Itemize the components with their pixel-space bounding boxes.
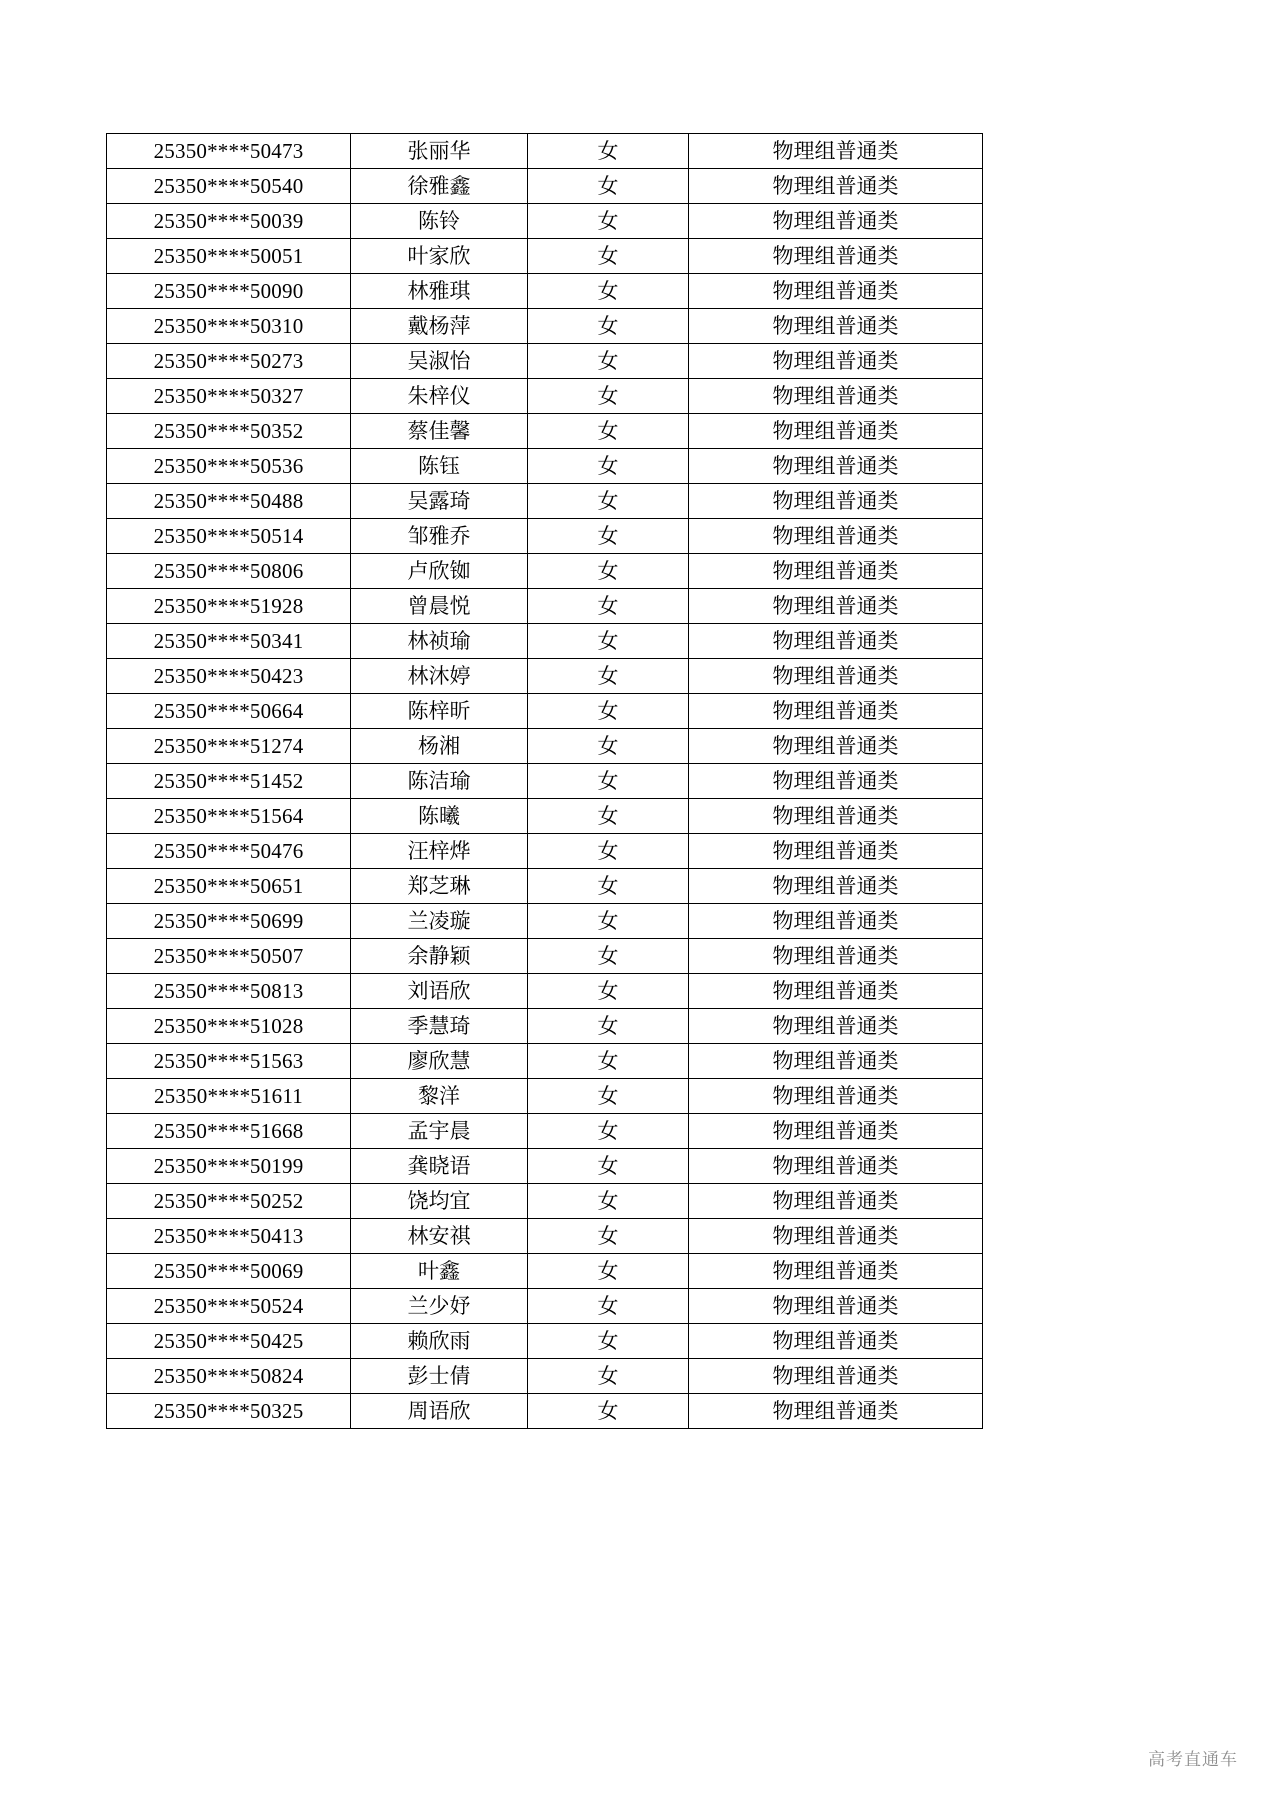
candidate-category-cell: 物理组普通类: [689, 939, 983, 974]
candidate-name-cell: 彭士倩: [351, 1359, 528, 1394]
candidate-category-cell: 物理组普通类: [689, 1219, 983, 1254]
candidate-gender-cell: 女: [528, 974, 689, 1009]
candidate-id-cell: 25350****50473: [107, 134, 351, 169]
candidate-category-cell: 物理组普通类: [689, 1184, 983, 1219]
candidate-gender-cell: 女: [528, 1114, 689, 1149]
candidate-gender-cell: 女: [528, 1394, 689, 1429]
candidate-id-cell: 25350****50524: [107, 1289, 351, 1324]
candidate-name-cell: 陈钰: [351, 449, 528, 484]
table-row: [107, 169, 983, 204]
candidate-category-cell: 物理组普通类: [689, 869, 983, 904]
candidate-name-cell: 赖欣雨: [351, 1324, 528, 1359]
candidate-category-cell: 物理组普通类: [689, 344, 983, 379]
candidate-name-cell: 兰少妤: [351, 1289, 528, 1324]
candidate-category-cell: 物理组普通类: [689, 1114, 983, 1149]
candidate-category-cell: 物理组普通类: [689, 1359, 983, 1394]
table-row: [107, 1359, 983, 1394]
candidate-name-cell: 余静颖: [351, 939, 528, 974]
candidate-category-cell: 物理组普通类: [689, 1009, 983, 1044]
candidate-category-cell: 物理组普通类: [689, 414, 983, 449]
candidate-name-cell: 郑芝琳: [351, 869, 528, 904]
candidate-id-cell: 25350****51274: [107, 729, 351, 764]
candidate-gender-cell: 女: [528, 1254, 689, 1289]
candidate-gender-cell: 女: [528, 344, 689, 379]
candidate-name-cell: 叶家欣: [351, 239, 528, 274]
candidate-name-cell: 陈铃: [351, 204, 528, 239]
candidate-name-cell: 陈梓昕: [351, 694, 528, 729]
candidate-id-cell: 25350****50664: [107, 694, 351, 729]
table-row: [107, 274, 983, 309]
candidate-category-cell: 物理组普通类: [689, 1149, 983, 1184]
candidate-roster-table: [106, 133, 983, 1429]
table-row: [107, 1324, 983, 1359]
candidate-name-cell: 林祯瑜: [351, 624, 528, 659]
table-row: [107, 134, 983, 169]
candidate-gender-cell: 女: [528, 1219, 689, 1254]
candidate-id-cell: 25350****50651: [107, 869, 351, 904]
candidate-category-cell: 物理组普通类: [689, 1394, 983, 1429]
candidate-name-cell: 汪梓烨: [351, 834, 528, 869]
table-row: [107, 764, 983, 799]
candidate-id-cell: 25350****50488: [107, 484, 351, 519]
candidate-gender-cell: 女: [528, 589, 689, 624]
candidate-category-cell: 物理组普通类: [689, 1044, 983, 1079]
candidate-category-cell: 物理组普通类: [689, 169, 983, 204]
candidate-name-cell: 吴淑怡: [351, 344, 528, 379]
candidate-name-cell: 陈洁瑜: [351, 764, 528, 799]
candidate-id-cell: 25350****50699: [107, 904, 351, 939]
table-row: [107, 834, 983, 869]
candidate-id-cell: 25350****50199: [107, 1149, 351, 1184]
table-row: [107, 309, 983, 344]
candidate-category-cell: 物理组普通类: [689, 1324, 983, 1359]
candidate-name-cell: 刘语欣: [351, 974, 528, 1009]
table-row: [107, 1394, 983, 1429]
watermark-label: 高考直通车: [1148, 1750, 1238, 1769]
candidate-name-cell: 卢欣铷: [351, 554, 528, 589]
candidate-name-cell: 孟宇晨: [351, 1114, 528, 1149]
candidate-id-cell: 25350****50413: [107, 1219, 351, 1254]
candidate-gender-cell: 女: [528, 1359, 689, 1394]
candidate-id-cell: 25350****51028: [107, 1009, 351, 1044]
candidate-category-cell: 物理组普通类: [689, 904, 983, 939]
candidate-category-cell: 物理组普通类: [689, 974, 983, 1009]
table-row: [107, 624, 983, 659]
candidate-gender-cell: 女: [528, 799, 689, 834]
candidate-gender-cell: 女: [528, 1009, 689, 1044]
candidate-name-cell: 林安祺: [351, 1219, 528, 1254]
candidate-id-cell: 25350****50327: [107, 379, 351, 414]
candidate-gender-cell: 女: [528, 134, 689, 169]
candidate-name-cell: 陈曦: [351, 799, 528, 834]
candidate-category-cell: 物理组普通类: [689, 484, 983, 519]
candidate-id-cell: 25350****50310: [107, 309, 351, 344]
candidate-category-cell: 物理组普通类: [689, 449, 983, 484]
table-row: [107, 1114, 983, 1149]
candidate-category-cell: 物理组普通类: [689, 274, 983, 309]
candidate-id-cell: 25350****51452: [107, 764, 351, 799]
candidate-category-cell: 物理组普通类: [689, 1254, 983, 1289]
candidate-name-cell: 吴露琦: [351, 484, 528, 519]
table-row: [107, 1254, 983, 1289]
table-row: [107, 939, 983, 974]
candidate-category-cell: 物理组普通类: [689, 379, 983, 414]
table-row: [107, 449, 983, 484]
candidate-id-cell: 25350****50507: [107, 939, 351, 974]
candidate-name-cell: 林沐婷: [351, 659, 528, 694]
candidate-id-cell: 25350****50824: [107, 1359, 351, 1394]
candidate-id-cell: 25350****50514: [107, 519, 351, 554]
table-row: [107, 589, 983, 624]
candidate-category-cell: 物理组普通类: [689, 309, 983, 344]
candidate-name-cell: 黎洋: [351, 1079, 528, 1114]
candidate-roster-body: [107, 134, 983, 1429]
table-row: [107, 379, 983, 414]
candidate-category-cell: 物理组普通类: [689, 554, 983, 589]
candidate-name-cell: 饶均宜: [351, 1184, 528, 1219]
candidate-gender-cell: 女: [528, 694, 689, 729]
table-row: [107, 204, 983, 239]
table-row: [107, 414, 983, 449]
candidate-gender-cell: 女: [528, 1289, 689, 1324]
candidate-name-cell: 廖欣慧: [351, 1044, 528, 1079]
candidate-category-cell: 物理组普通类: [689, 624, 983, 659]
candidate-gender-cell: 女: [528, 449, 689, 484]
candidate-name-cell: 杨湘: [351, 729, 528, 764]
candidate-id-cell: 25350****50806: [107, 554, 351, 589]
candidate-category-cell: 物理组普通类: [689, 834, 983, 869]
candidate-id-cell: 25350****51928: [107, 589, 351, 624]
candidate-id-cell: 25350****50476: [107, 834, 351, 869]
candidate-gender-cell: 女: [528, 869, 689, 904]
candidate-id-cell: 25350****51611: [107, 1079, 351, 1114]
candidate-id-cell: 25350****50039: [107, 204, 351, 239]
candidate-id-cell: 25350****51564: [107, 799, 351, 834]
candidate-id-cell: 25350****50325: [107, 1394, 351, 1429]
candidate-category-cell: 物理组普通类: [689, 729, 983, 764]
candidate-gender-cell: 女: [528, 379, 689, 414]
table-row: [107, 344, 983, 379]
table-row: [107, 729, 983, 764]
table-row: [107, 1009, 983, 1044]
candidate-id-cell: 25350****50069: [107, 1254, 351, 1289]
candidate-gender-cell: 女: [528, 1079, 689, 1114]
table-row: [107, 904, 983, 939]
candidate-id-cell: 25350****50051: [107, 239, 351, 274]
table-row: [107, 1044, 983, 1079]
table-row: [107, 694, 983, 729]
candidate-gender-cell: 女: [528, 764, 689, 799]
candidate-id-cell: 25350****51563: [107, 1044, 351, 1079]
candidate-category-cell: 物理组普通类: [689, 799, 983, 834]
table-row: [107, 1149, 983, 1184]
candidate-gender-cell: 女: [528, 624, 689, 659]
candidate-id-cell: 25350****50273: [107, 344, 351, 379]
candidate-category-cell: 物理组普通类: [689, 204, 983, 239]
candidate-name-cell: 徐雅鑫: [351, 169, 528, 204]
candidate-gender-cell: 女: [528, 239, 689, 274]
candidate-gender-cell: 女: [528, 1324, 689, 1359]
candidate-name-cell: 兰凌璇: [351, 904, 528, 939]
candidate-gender-cell: 女: [528, 904, 689, 939]
table-row: [107, 1079, 983, 1114]
table-row: [107, 1184, 983, 1219]
candidate-gender-cell: 女: [528, 519, 689, 554]
candidate-category-cell: 物理组普通类: [689, 134, 983, 169]
candidate-category-cell: 物理组普通类: [689, 694, 983, 729]
candidate-gender-cell: 女: [528, 204, 689, 239]
candidate-gender-cell: 女: [528, 169, 689, 204]
table-row: [107, 974, 983, 1009]
candidate-gender-cell: 女: [528, 1044, 689, 1079]
candidate-category-cell: 物理组普通类: [689, 1079, 983, 1114]
candidate-category-cell: 物理组普通类: [689, 659, 983, 694]
candidate-name-cell: 蔡佳馨: [351, 414, 528, 449]
table-row: [107, 869, 983, 904]
candidate-name-cell: 龚晓语: [351, 1149, 528, 1184]
candidate-id-cell: 25350****50352: [107, 414, 351, 449]
candidate-category-cell: 物理组普通类: [689, 239, 983, 274]
candidate-gender-cell: 女: [528, 554, 689, 589]
candidate-id-cell: 25350****50341: [107, 624, 351, 659]
candidate-name-cell: 林雅琪: [351, 274, 528, 309]
candidate-category-cell: 物理组普通类: [689, 519, 983, 554]
candidate-category-cell: 物理组普通类: [689, 589, 983, 624]
candidate-name-cell: 邹雅乔: [351, 519, 528, 554]
table-row: [107, 484, 983, 519]
candidate-id-cell: 25350****50540: [107, 169, 351, 204]
candidate-gender-cell: 女: [528, 729, 689, 764]
candidate-id-cell: 25350****50423: [107, 659, 351, 694]
candidate-gender-cell: 女: [528, 659, 689, 694]
candidate-id-cell: 25350****50813: [107, 974, 351, 1009]
candidate-gender-cell: 女: [528, 274, 689, 309]
candidate-name-cell: 季慧琦: [351, 1009, 528, 1044]
candidate-name-cell: 张丽华: [351, 134, 528, 169]
candidate-category-cell: 物理组普通类: [689, 764, 983, 799]
table-row: [107, 519, 983, 554]
candidate-category-cell: 物理组普通类: [689, 1289, 983, 1324]
candidate-name-cell: 叶鑫: [351, 1254, 528, 1289]
candidate-name-cell: 朱梓仪: [351, 379, 528, 414]
candidate-id-cell: 25350****50252: [107, 1184, 351, 1219]
candidate-gender-cell: 女: [528, 484, 689, 519]
table-row: [107, 799, 983, 834]
candidate-name-cell: 曾晨悦: [351, 589, 528, 624]
candidate-gender-cell: 女: [528, 309, 689, 344]
candidate-gender-cell: 女: [528, 939, 689, 974]
table-row: [107, 239, 983, 274]
candidate-id-cell: 25350****50090: [107, 274, 351, 309]
candidate-gender-cell: 女: [528, 834, 689, 869]
candidate-gender-cell: 女: [528, 1149, 689, 1184]
candidate-gender-cell: 女: [528, 1184, 689, 1219]
candidate-id-cell: 25350****50536: [107, 449, 351, 484]
candidate-name-cell: 周语欣: [351, 1394, 528, 1429]
table-row: [107, 1289, 983, 1324]
candidate-id-cell: 25350****51668: [107, 1114, 351, 1149]
table-row: [107, 554, 983, 589]
candidate-id-cell: 25350****50425: [107, 1324, 351, 1359]
candidate-roster-table-wrapper: [106, 133, 978, 1429]
table-row: [107, 1219, 983, 1254]
candidate-gender-cell: 女: [528, 414, 689, 449]
candidate-name-cell: 戴杨萍: [351, 309, 528, 344]
table-row: [107, 659, 983, 694]
